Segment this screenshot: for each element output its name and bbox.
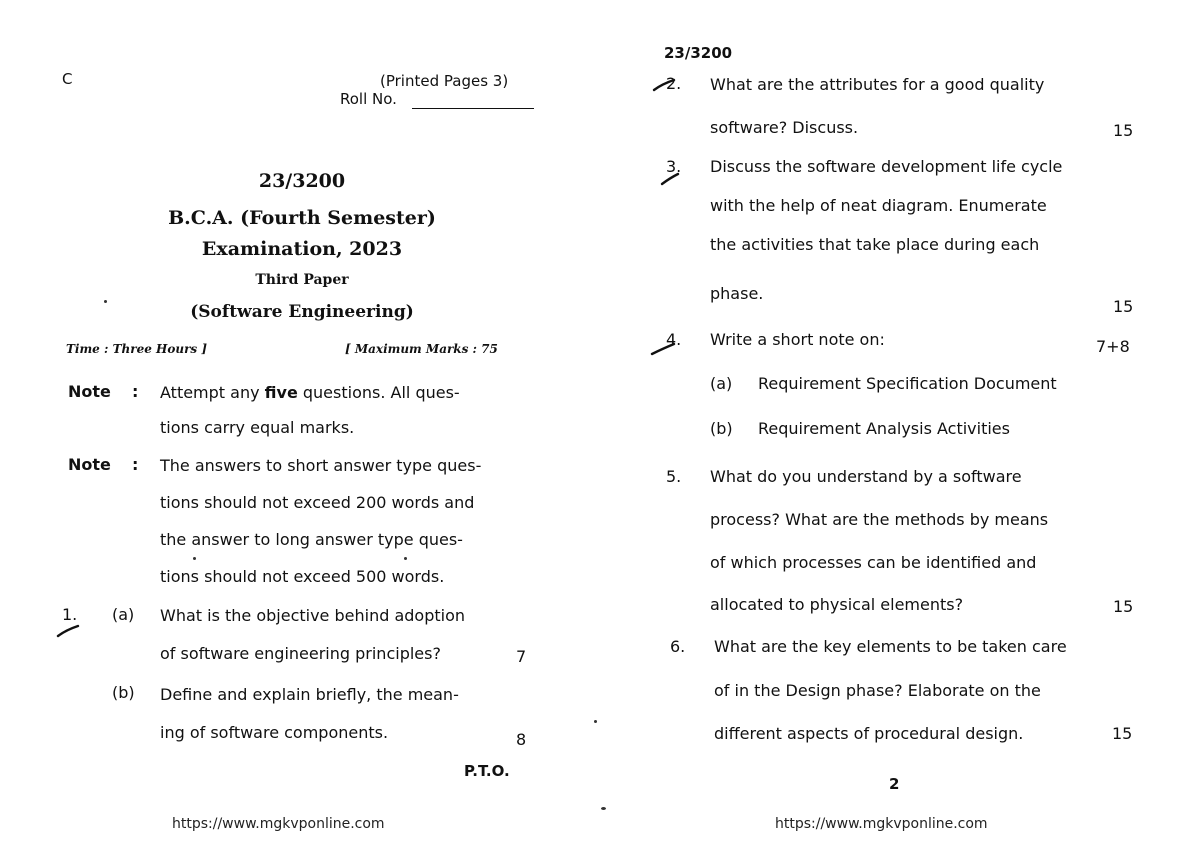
course-title: B.C.A. (Fourth Semester) [168, 207, 436, 229]
paper-number: Third Paper [255, 272, 349, 288]
question-5-line-1: What do you understand by a software [710, 467, 1022, 486]
page-number: 2 [889, 775, 900, 793]
note-1-line-2: tions carry equal marks. [160, 418, 355, 437]
question-2-line-2: software? Discuss. [710, 118, 859, 137]
question-1b-line-1: Define and explain briefly, the mean- [160, 685, 459, 704]
check-mark-icon [650, 342, 676, 356]
question-4a-text: Requirement Specification Document [758, 374, 1057, 393]
footer-url: https://www.mgkvponline.com [172, 816, 385, 832]
question-1a-label: (a) [112, 605, 135, 624]
exam-title: Examination, 2023 [201, 238, 403, 260]
question-1a-marks: 7 [516, 647, 527, 666]
note-2-line-2: tions should not exceed 200 words and [160, 493, 475, 512]
question-5-number: 5. [666, 467, 682, 486]
question-3-number: 3. [666, 157, 682, 176]
note-2-line-4: tions should not exceed 500 words. [160, 567, 445, 586]
note-1-line-1-pre: Attempt any [160, 383, 265, 402]
right-page [600, 0, 1200, 849]
question-4b-label: (b) [710, 419, 733, 438]
note-2-line-3: the answer to long answer type ques- [160, 530, 463, 549]
question-4-marks: 7+8 [1096, 337, 1130, 356]
note-1-label: Note [68, 382, 111, 401]
question-5-line-3: of which processes can be identified and [710, 553, 1037, 572]
question-4-number: 4. [666, 330, 682, 349]
note-1-line-1-bold: five [264, 383, 298, 402]
question-3-line-1: Discuss the software development life cycle [710, 157, 1063, 176]
paper-code: 23/3200 [258, 170, 346, 192]
question-1b-label: (b) [112, 683, 135, 702]
question-2-number: 2. [666, 74, 682, 93]
note-1-colon: : [132, 382, 139, 401]
question-5-line-2: process? What are the methods by means [710, 510, 1049, 529]
question-4b-text: Requirement Analysis Activities [758, 419, 1010, 438]
question-6-line-1: What are the key elements to be taken care [714, 637, 1067, 656]
check-mark-icon [56, 624, 82, 638]
ink-speck [404, 557, 407, 560]
question-6-marks: 15 [1112, 724, 1133, 743]
note-2-label: Note [68, 455, 111, 474]
question-1a-line-2: of software engineering principles? [160, 644, 441, 663]
question-5-marks: 15 [1113, 597, 1134, 616]
ink-speck [601, 807, 606, 810]
footer-url: https://www.mgkvponline.com [775, 816, 988, 832]
question-2-line-1: What are the attributes for a good quality [710, 75, 1045, 94]
question-6-number: 6. [670, 637, 686, 656]
roll-number-label: Roll No. [340, 90, 397, 108]
note-1-line-1 [160, 383, 460, 402]
question-1a-line-1: What is the objective behind adoption [160, 606, 466, 625]
note-1-line-1-post: questions. All ques- [297, 383, 460, 402]
subject-title: (Software Engineering) [190, 302, 414, 322]
question-3-marks: 15 [1113, 297, 1134, 316]
question-1b-marks: 8 [516, 730, 527, 749]
time-allowed: Time : Three Hours ] [66, 342, 208, 356]
question-1b-line-2: ing of software components. [160, 723, 389, 742]
question-3-line-4: phase. [710, 284, 764, 303]
question-3-line-3: the activities that take place during each [710, 235, 1040, 254]
roll-number-blank-line [412, 108, 534, 109]
header-paper-code: 23/3200 [664, 44, 733, 62]
ink-speck [193, 557, 196, 560]
question-4-line: Write a short note on: [710, 330, 885, 349]
question-3-line-2: with the help of neat diagram. Enumerate [710, 196, 1047, 215]
note-2-colon: : [132, 455, 139, 474]
question-6-line-3: different aspects of procedural design. [714, 724, 1024, 743]
printed-pages: (Printed Pages 3) [380, 72, 509, 90]
please-turn-over: P.T.O. [464, 762, 510, 780]
corner-letter: C [62, 70, 73, 88]
question-6-line-2: of in the Design phase? Elaborate on the [714, 681, 1041, 700]
ink-speck [104, 300, 107, 303]
question-5-line-4: allocated to physical elements? [710, 595, 964, 614]
question-2-marks: 15 [1113, 121, 1134, 140]
ink-speck [594, 720, 597, 723]
note-2-line-1: The answers to short answer type ques- [160, 456, 482, 475]
question-4a-label: (a) [710, 374, 733, 393]
question-1-number: 1. [62, 605, 78, 624]
maximum-marks: [ Maximum Marks : 75 [345, 342, 498, 356]
check-mark-icon [660, 172, 686, 186]
